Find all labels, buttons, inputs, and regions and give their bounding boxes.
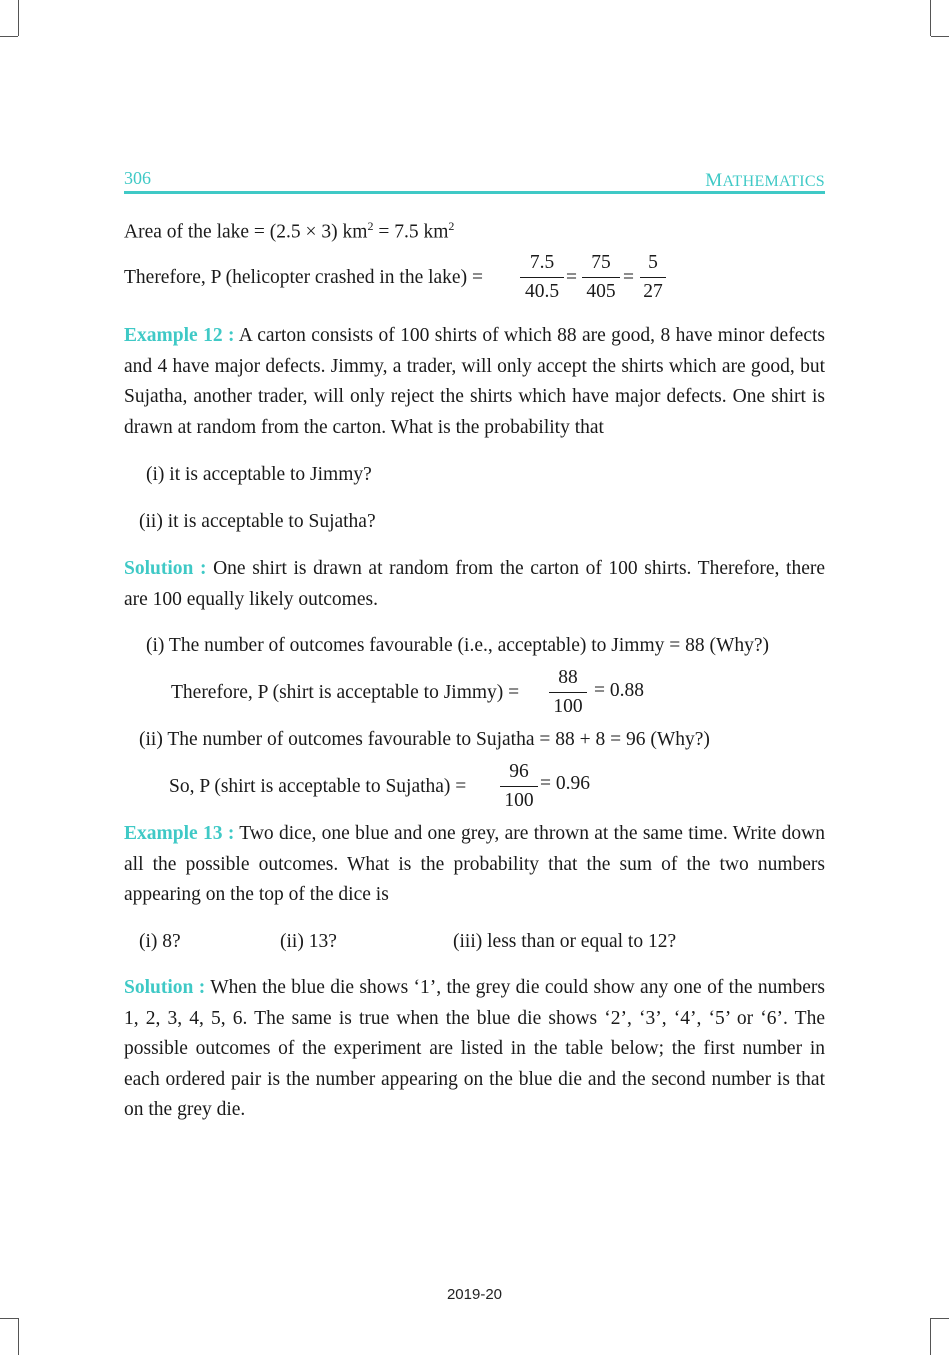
fraction-96-100: $\frac{96}{100}$ [500, 761, 538, 812]
solution-12-part-i: (i) The number of outcomes favourable (i.e., acceptable) to Jimmy = 88 (Why?) [146, 635, 770, 656]
example-13-label: Example 13 : [124, 823, 235, 844]
solution-13-text: Solution : When the blue die shows ‘1’, the grey die could show any one of the numbers 1, 2, 3, 4, 5, 6. The same is true when the blue die shows ‘2’, ‘3’, ‘4’, ‘5’ or ‘6’. The possible outcomes of the experiment are listed in the table below; the first number in each ordered pair is the number appearing on the blue die and the second number is that on the grey die. [124, 977, 825, 1120]
example-12-question-i: (i) it is acceptable to Jimmy? [146, 464, 372, 485]
header-rule [124, 191, 825, 194]
crop-mark [18, 0, 19, 36]
footer-year: 2019-20 [446, 1286, 503, 1303]
solution-12-text: Solution : One shirt is drawn at random from the carton of 100 shirts. Therefore, there are 100 equally likely outcomes. [124, 558, 826, 610]
fraction-5-27: $\frac{5}{27}$ [640, 252, 666, 303]
lake-probability-line: Therefore, P (helicopter crashed in the lake) = [124, 267, 483, 288]
example-13-question-iii: (iii) less than or equal to 12? [453, 931, 677, 952]
solution-12-jimmy-result: = 0.88 [594, 680, 644, 701]
solution-12-sujatha-result: = 0.96 [540, 773, 590, 794]
equals-sign: = [623, 267, 634, 288]
running-head: MATHEMATICS [705, 170, 825, 191]
crop-mark [931, 36, 949, 37]
page-number: 306 [124, 168, 151, 188]
example-13-question-ii: (ii) 13? [280, 931, 337, 952]
solution-12-part-ii: (ii) The number of outcomes favourable to Sujatha = 88 + 8 = 96 (Why?) [139, 729, 710, 750]
fraction-88-100: $\frac{88}{100}$ [549, 667, 587, 718]
fraction-75-405: $\frac{75}{405}$ [582, 252, 620, 303]
solution-12-jimmy-probability: Therefore, P (shirt is acceptable to Jimmy) = [171, 682, 520, 703]
crop-mark [930, 1318, 931, 1355]
crop-mark [930, 0, 931, 36]
example-13-question-i: (i) 8? [139, 931, 181, 952]
crop-mark [18, 1318, 19, 1355]
lake-area-line: Area of the lake = (2.5 × 3) $km^2 = 7.5$ $km^2$ [124, 219, 455, 243]
equals-sign: = [566, 267, 577, 288]
example-12-text: Example 12 : A carton consists of 100 shirts of which 88 are good, 8 have minor defects and 4 have major defects. Jimmy, a trader, will only accept the shirts which are good, but Sujatha, another trader, will only reject the shirts which have major defects. One shirt is drawn at random from the carton. What is the probability that [124, 325, 826, 438]
example-13-text: Example 13 : Two dice, one blue and one grey, are thrown at the same time. Write down all the possible outcomes. What is the probability that the sum of the two numbers appearing on the top of the dice is [124, 823, 825, 905]
crop-mark [0, 1318, 18, 1319]
solution-12-sujatha-probability: So, P (shirt is acceptable to Sujatha) = [169, 776, 467, 797]
solution-13-label: Solution : [124, 977, 206, 998]
example-12-label: Example 12 : [124, 325, 235, 346]
example-12-question-ii: (ii) it is acceptable to Sujatha? [139, 511, 376, 532]
solution-12-label: Solution : [124, 558, 207, 579]
fraction-7.5-40.5: $\frac{7.5}{40.5}$ [520, 252, 564, 303]
crop-mark [931, 1318, 949, 1319]
crop-mark [0, 36, 18, 37]
